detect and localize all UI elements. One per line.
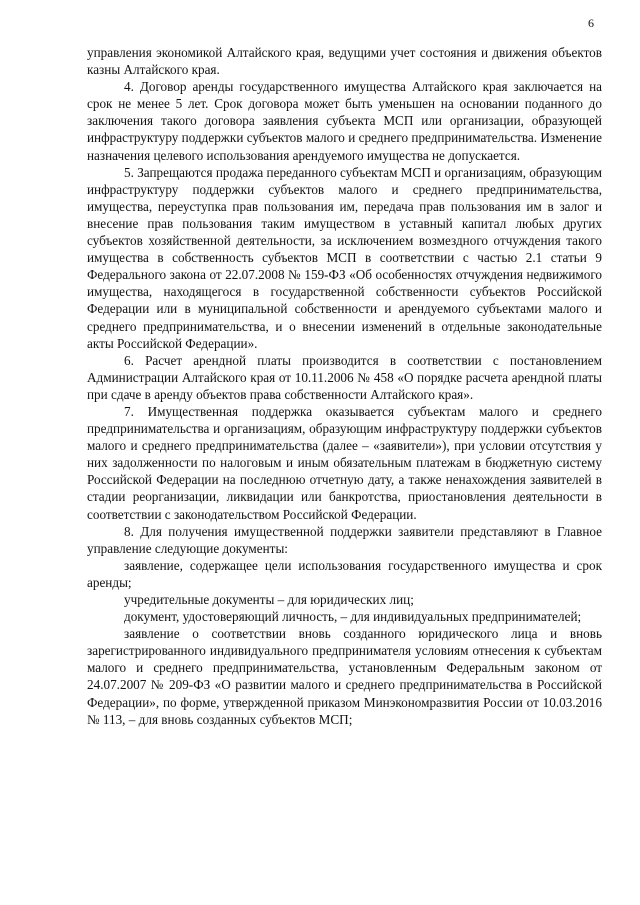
document-list-item-compliance-statement: заявление о соответствии вновь созданного юридического лица и вновь зарегистрированного индивидуального предпринимателя условиям отнесения к субъектам малого и среднего предпринимательства, установленным Федеральным законом от 24.07.2007 № 209-ФЗ «О развитии малого и среднего предпринимательства в Российской Федерации», по форме, утвержденной приказом Минэкономразвития России от 10.03.2016 № 113, – для вновь созданных субъектов МСП; bbox=[87, 626, 602, 727]
page-number: 6 bbox=[588, 16, 594, 30]
paragraph-item-8: 8. Для получения имущественной поддержки заявители представляют в Главное управление следующие документы: bbox=[87, 523, 602, 556]
document-body bbox=[87, 44, 602, 728]
document-list-item-application: заявление, содержащее цели использования государственного имущества и срок аренды; bbox=[87, 557, 602, 590]
document-list-item-identity-document: документ, удостоверяющий личность, – для индивидуальных предпринимателей; bbox=[124, 609, 582, 625]
paragraph-continuation: управления экономикой Алтайского края, ведущими учет состояния и движения объектов казны Алтайского края. bbox=[87, 45, 602, 78]
paragraph-item-4: 4. Договор аренды государственного имущества Алтайского края заключается на срок не менее 5 лет. Срок договора может быть уменьшен на основании поданного до заключения такого договора заявления субъекта МСП или организации, образующей инфраструктуру поддержки субъектов малого и среднего предпринимательства. Изменение назначения целевого использования арендуемого имущества не допускается. bbox=[87, 79, 602, 163]
paragraph-item-7: 7. Имущественная поддержка оказывается субъектам малого и среднего предпринимательства и организациям, образующим инфраструктуру поддержки субъектов малого и среднего предпринимательства (далее – «заявители»), при условии отсутствия у них задолженности по налоговым и иным обязательным платежам в бюджетную систему Российской Федерации на последнюю отчетную дату, а также ненахождения заявителей в стадии реорганизации, ликвидации или банкротства, приостановления деятельности в соответствии с законодательством Российской Федерации. bbox=[87, 403, 602, 522]
paragraph-item-6: 6. Расчет арендной платы производится в соответствии с постановлением Администрации Алтайского края от 10.11.2006 № 458 «О порядке расчета арендной платы при сдаче в аренду объектов права собственности Алтайского края». bbox=[87, 352, 602, 402]
paragraph-item-5: 5. Запрещаются продажа переданного субъектам МСП и организациям, образующим инфраструктуру поддержки субъектов малого и среднего предпринимательства, имущества, переуступка прав пользования им, передача прав пользования им в залог и внесение прав пользования таким имуществом в уставный капитал любых других субъектов хозяйственной деятельности, за исключением возмездного отчуждения такого имущества в собственность субъектов МСП в соответствии с частью 2.1 статьи 9 Федерального закона от 22.07.2008 № 159-ФЗ «Об особенностях отчуждения недвижимого имущества, находящегося в государственной собственности субъектов Российской Федерации или в муниципальной собственности и арендуемого субъектами малого и среднего предпринимательства, и о внесении изменений в отдельные законодательные акты Российской Федерации». bbox=[87, 164, 602, 351]
document-list-item-constituent-documents: учредительные документы – для юридических лиц; bbox=[124, 592, 414, 607]
